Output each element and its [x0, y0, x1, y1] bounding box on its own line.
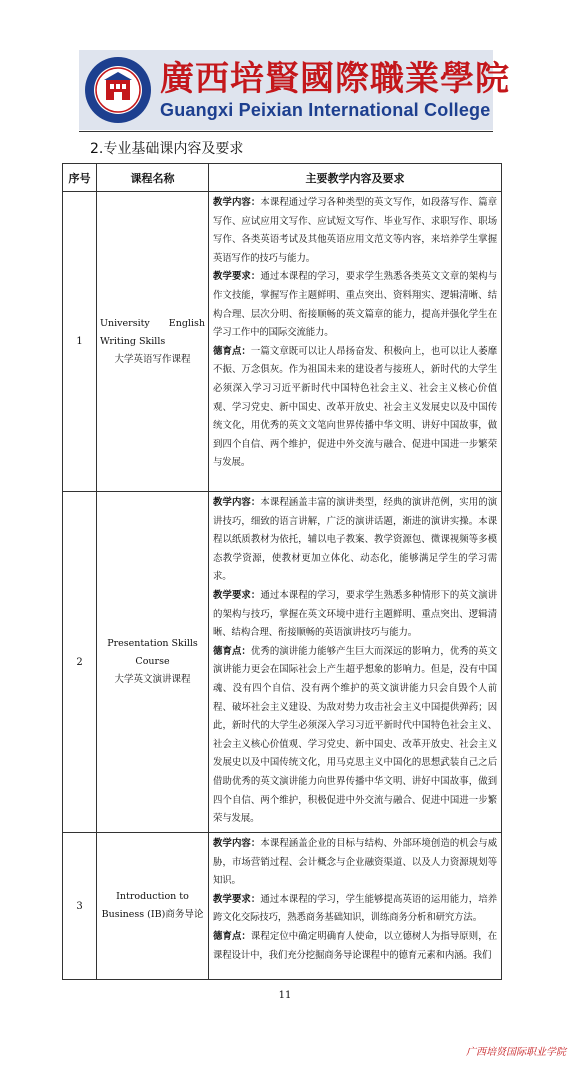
- section-text: 通过本课程的学习，学生能够提高英语的运用能力，培养跨文化交际技巧，熟悉商务基础知识，训练商务分析和研究方法。: [213, 893, 497, 924]
- table-header-row: [63, 164, 502, 192]
- content-paragraph: [213, 194, 497, 268]
- content-paragraph: [213, 835, 497, 891]
- course-name: [97, 492, 209, 833]
- school-name-chinese: 廣西培賢國際職業學院: [160, 59, 510, 99]
- footer-watermark: 广西培贤国际职业学院: [466, 1047, 566, 1058]
- section-title: 2.专业基础课内容及要求: [90, 141, 244, 157]
- page-number: 11: [278, 990, 292, 1001]
- course-name-en: Presentation Skills Course: [107, 638, 198, 667]
- section-label: 教学要求：: [213, 589, 261, 601]
- course-content: [209, 492, 502, 833]
- header-course-name: 课程名称: [97, 164, 209, 192]
- section-label: 教学要求：: [213, 271, 261, 283]
- course-content: [209, 833, 502, 980]
- section-text: 本课程涵盖企业的目标与结构、外部环境创造的机会与威胁，市场营销过程、会计概念与企业融资渠道、以及人力资源规划等知识。: [213, 838, 497, 887]
- section-text: 本课程涵盖丰富的演讲类型，经典的演讲范例，实用的演讲技巧，细致的语言讲解，广泛的演讲话题，渐进的演讲实操。本课程以纸质教材为依托，辅以电子教案、教学资源包、微课视频等多模态教学资源，使教材更加立体化、动态化，能够满足学生的学习需求。: [213, 497, 497, 583]
- section-text: 通过本课程的学习，要求学生熟悉各类英文文章的架构与作文技能，掌握写作主题鲜明、重点突出、资料翔实、逻辑清晰、结构合理、层次分明、衔接顺畅的英文篇章的能力，提高并强化学生在学习工作中的国际交流能力。: [213, 271, 497, 339]
- section-label: 德育点：: [213, 645, 251, 657]
- row-number: 2: [63, 492, 97, 833]
- college-seal-logo: [84, 56, 152, 124]
- section-text: 本课程通过学习各种类型的英文写作，如段落写作、篇章写作、应试应用文写作、应试短文写作、毕业写作、求职写作、职场写作、各类英语考试及其他英语应用文范文等内容，来培养学生掌握英语写作的技巧与能力。: [213, 197, 497, 264]
- course-name: [97, 833, 209, 980]
- course-name-cn: 大学英文演讲课程: [114, 674, 191, 685]
- section-text: 通过本课程的学习，要求学生熟悉多种情形下的英文演讲的架构与技巧，掌握在英文环境中进行主题鲜明、重点突出、逻辑清晰、结构合理、衔接顺畅的英语演讲技巧与能力。: [213, 589, 497, 639]
- moral-paragraph: [213, 643, 497, 829]
- course-content: [209, 192, 502, 492]
- requirement-paragraph: [213, 891, 497, 928]
- section-label: 教学内容：: [213, 497, 261, 508]
- section-label: 教学内容：: [213, 197, 261, 208]
- header-divider: [79, 131, 493, 132]
- course-name-en: University English Writing Skills: [100, 317, 205, 347]
- table-row: [63, 833, 502, 980]
- row-number: 1: [63, 192, 97, 492]
- section-text: 优秀的演讲能力能够产生巨大而深远的影响力，优秀的英文演讲能力更会在国际社会上产生超乎想象的影响力。但是，没有中国魂、没有四个自信、没有两个维护的英文演讲能力只会自毁个人前程、破坏社会主义建设、为敌对势力攻击社会主义中国提供弹药；因此，新时代的大学生必须深入学习习近平新时代中国特色社会主义、社会主义核心价值观、学习党史、新中国史、改革开放史、社会主义发展史以及中国传统文化，用马克思主义中国化的思想武装自己之后借助优秀的英文演讲能力向世界传播中华文明、讲好中国故事，做到四个自信、两个维护，积极促进中外交流与融合、促进中国进一步繁荣与发展。: [213, 645, 498, 825]
- course-table: [62, 163, 502, 980]
- course-name-cn: 大学英语写作课程: [114, 353, 191, 365]
- content-paragraph: [213, 494, 497, 587]
- header-no: 序号: [63, 164, 97, 192]
- section-label: 教学内容：: [213, 838, 261, 849]
- table-row: [63, 492, 502, 833]
- course-name: [97, 192, 209, 492]
- requirement-paragraph: [213, 268, 497, 342]
- table-row: [63, 192, 502, 492]
- requirement-paragraph: [213, 587, 497, 643]
- header-content: 主要教学内容及要求: [209, 164, 502, 192]
- section-label: 教学要求：: [213, 893, 261, 905]
- school-name-english: Guangxi Peixian International College: [160, 100, 491, 120]
- section-label: 德育点：: [213, 930, 251, 942]
- section-label: 德育点：: [213, 345, 251, 357]
- section-text: 一篇文章既可以让人昂扬奋发、积极向上，也可以让人萎靡不振、万念俱灰。作为祖国未来的建设者与接班人，新时代的大学生必须深入学习习近平新时代中国特色社会主义、社会主义核心价值观、学习党史、新中国史、改革开放史、社会主义发展史以及中国传统文化，用优秀的英文文笔向世界传播中华文明、讲好中国故事，做到四个自信、两个维护，促进中外交流与融合、促进中国进一步繁荣与发展。: [213, 345, 498, 469]
- section-text: 课程定位中确定明确育人使命，以立德树人为指导原则，在课程设计中，我们充分挖掘商务导论课程中的德育元素和内涵。我们: [213, 930, 497, 961]
- row-number: 3: [63, 833, 97, 980]
- moral-paragraph: [213, 928, 497, 965]
- moral-paragraph: [213, 343, 497, 473]
- course-name-en: Introduction to Business (IB)商务导论: [101, 891, 204, 920]
